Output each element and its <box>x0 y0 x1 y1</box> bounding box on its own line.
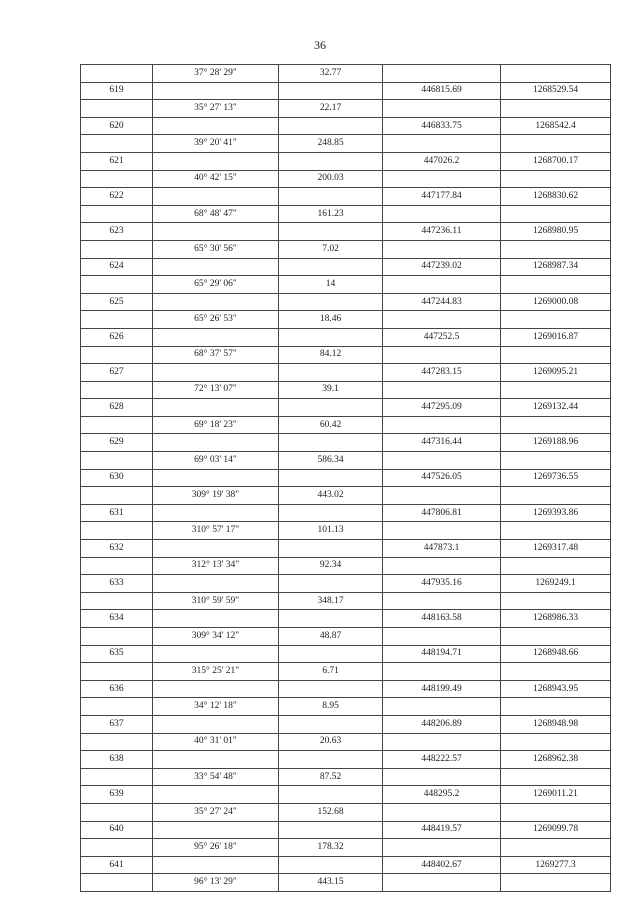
empty-cell <box>501 170 611 188</box>
empty-cell <box>383 452 501 470</box>
empty-cell <box>153 786 279 804</box>
coordinates-table <box>80 64 611 892</box>
y-coordinate-cell: 1268700.17 <box>501 152 611 170</box>
empty-cell <box>501 803 611 821</box>
empty-cell <box>279 469 383 487</box>
point-row <box>81 82 611 100</box>
point-row <box>81 504 611 522</box>
empty-cell <box>501 276 611 294</box>
segment-row <box>81 874 611 892</box>
x-coordinate-cell: 447806.81 <box>383 504 501 522</box>
point-id-cell: 626 <box>81 328 153 346</box>
direction-angle-cell: 68° 37' 57" <box>153 346 279 364</box>
segment-row <box>81 698 611 716</box>
empty-cell <box>501 628 611 646</box>
distance-cell: 161.23 <box>279 205 383 223</box>
segment-row <box>81 205 611 223</box>
empty-cell <box>279 188 383 206</box>
y-coordinate-cell: 1269317.48 <box>501 540 611 558</box>
empty-cell <box>383 381 501 399</box>
direction-angle-cell: 309° 19' 38" <box>153 487 279 505</box>
empty-cell <box>279 856 383 874</box>
segment-row <box>81 346 611 364</box>
empty-cell <box>279 258 383 276</box>
empty-cell <box>81 487 153 505</box>
empty-cell <box>153 715 279 733</box>
direction-angle-cell: 315° 25' 21" <box>153 663 279 681</box>
segment-row <box>81 416 611 434</box>
empty-cell <box>81 557 153 575</box>
empty-cell <box>279 434 383 452</box>
segment-row <box>81 592 611 610</box>
direction-angle-cell: 65° 30' 56" <box>153 240 279 258</box>
coordinates-table-body <box>81 65 611 892</box>
y-coordinate-cell: 1268962.38 <box>501 751 611 769</box>
segment-row <box>81 768 611 786</box>
empty-cell <box>383 733 501 751</box>
empty-cell <box>153 821 279 839</box>
point-row <box>81 610 611 628</box>
point-id-cell: 627 <box>81 364 153 382</box>
distance-cell: 20.63 <box>279 733 383 751</box>
x-coordinate-cell: 448199.49 <box>383 680 501 698</box>
x-coordinate-cell: 447873.1 <box>383 540 501 558</box>
point-id-cell: 629 <box>81 434 153 452</box>
empty-cell <box>81 170 153 188</box>
empty-cell <box>81 768 153 786</box>
point-id-cell: 641 <box>81 856 153 874</box>
segment-row <box>81 240 611 258</box>
empty-cell <box>383 65 501 83</box>
distance-cell: 7.02 <box>279 240 383 258</box>
empty-cell <box>153 645 279 663</box>
segment-row <box>81 522 611 540</box>
empty-cell <box>81 276 153 294</box>
y-coordinate-cell: 1268987.34 <box>501 258 611 276</box>
distance-cell: 22.17 <box>279 100 383 118</box>
point-id-cell: 621 <box>81 152 153 170</box>
distance-cell: 18.46 <box>279 311 383 329</box>
distance-cell: 48.87 <box>279 628 383 646</box>
direction-angle-cell: 68° 48' 47" <box>153 205 279 223</box>
point-row <box>81 293 611 311</box>
empty-cell <box>279 610 383 628</box>
distance-cell: 101.13 <box>279 522 383 540</box>
point-row <box>81 328 611 346</box>
y-coordinate-cell: 1269095.21 <box>501 364 611 382</box>
empty-cell <box>153 751 279 769</box>
y-coordinate-cell: 1269277.3 <box>501 856 611 874</box>
empty-cell <box>383 205 501 223</box>
empty-cell <box>153 399 279 417</box>
point-row <box>81 364 611 382</box>
point-row <box>81 188 611 206</box>
y-coordinate-cell: 1268948.98 <box>501 715 611 733</box>
point-row <box>81 645 611 663</box>
empty-cell <box>501 135 611 153</box>
empty-cell <box>501 733 611 751</box>
point-row <box>81 575 611 593</box>
segment-row <box>81 452 611 470</box>
distance-cell: 200.03 <box>279 170 383 188</box>
x-coordinate-cell: 448295.2 <box>383 786 501 804</box>
segment-row <box>81 557 611 575</box>
empty-cell <box>383 240 501 258</box>
segment-row <box>81 100 611 118</box>
point-row <box>81 540 611 558</box>
direction-angle-cell: 95° 26' 18" <box>153 839 279 857</box>
empty-cell <box>153 328 279 346</box>
segment-row <box>81 803 611 821</box>
x-coordinate-cell: 447935.16 <box>383 575 501 593</box>
empty-cell <box>81 452 153 470</box>
empty-cell <box>81 628 153 646</box>
distance-cell: 84.12 <box>279 346 383 364</box>
empty-cell <box>279 117 383 135</box>
x-coordinate-cell: 447244.83 <box>383 293 501 311</box>
segment-row <box>81 839 611 857</box>
empty-cell <box>81 100 153 118</box>
point-id-cell: 630 <box>81 469 153 487</box>
empty-cell <box>153 188 279 206</box>
x-coordinate-cell: 448402.67 <box>383 856 501 874</box>
x-coordinate-cell: 447526.05 <box>383 469 501 487</box>
direction-angle-cell: 65° 29' 06" <box>153 276 279 294</box>
y-coordinate-cell: 1269188.96 <box>501 434 611 452</box>
empty-cell <box>279 82 383 100</box>
empty-cell <box>81 663 153 681</box>
empty-cell <box>383 768 501 786</box>
direction-angle-cell: 309° 34' 12" <box>153 628 279 646</box>
y-coordinate-cell: 1268529.54 <box>501 82 611 100</box>
empty-cell <box>501 874 611 892</box>
y-coordinate-cell: 1268830.62 <box>501 188 611 206</box>
segment-row <box>81 487 611 505</box>
point-id-cell: 633 <box>81 575 153 593</box>
point-id-cell: 632 <box>81 540 153 558</box>
empty-cell <box>279 328 383 346</box>
direction-angle-cell: 96° 13' 29" <box>153 874 279 892</box>
x-coordinate-cell: 447283.15 <box>383 364 501 382</box>
point-id-cell: 637 <box>81 715 153 733</box>
empty-cell <box>383 276 501 294</box>
empty-cell <box>383 839 501 857</box>
segment-row <box>81 381 611 399</box>
y-coordinate-cell: 1269016.87 <box>501 328 611 346</box>
y-coordinate-cell: 1268980.95 <box>501 223 611 241</box>
distance-cell: 32.77 <box>279 65 383 83</box>
segment-row <box>81 65 611 83</box>
empty-cell <box>81 240 153 258</box>
point-id-cell: 638 <box>81 751 153 769</box>
empty-cell <box>81 135 153 153</box>
y-coordinate-cell: 1268542.4 <box>501 117 611 135</box>
direction-angle-cell: 69° 18' 23" <box>153 416 279 434</box>
segment-row <box>81 733 611 751</box>
empty-cell <box>279 715 383 733</box>
point-row <box>81 258 611 276</box>
empty-cell <box>153 364 279 382</box>
segment-row <box>81 663 611 681</box>
direction-angle-cell: 312° 13' 34" <box>153 557 279 575</box>
empty-cell <box>501 663 611 681</box>
empty-cell <box>279 364 383 382</box>
empty-cell <box>153 540 279 558</box>
direction-angle-cell: 69° 03' 14" <box>153 452 279 470</box>
empty-cell <box>501 205 611 223</box>
distance-cell: 586.34 <box>279 452 383 470</box>
point-row <box>81 821 611 839</box>
point-id-cell: 622 <box>81 188 153 206</box>
y-coordinate-cell: 1268948.66 <box>501 645 611 663</box>
empty-cell <box>501 416 611 434</box>
empty-cell <box>153 856 279 874</box>
empty-cell <box>279 223 383 241</box>
point-id-cell: 620 <box>81 117 153 135</box>
direction-angle-cell: 40° 42' 15" <box>153 170 279 188</box>
empty-cell <box>383 628 501 646</box>
x-coordinate-cell: 448419.57 <box>383 821 501 839</box>
distance-cell: 14 <box>279 276 383 294</box>
empty-cell <box>81 311 153 329</box>
distance-cell: 87.52 <box>279 768 383 786</box>
empty-cell <box>153 680 279 698</box>
x-coordinate-cell: 447236.11 <box>383 223 501 241</box>
point-row <box>81 856 611 874</box>
empty-cell <box>279 680 383 698</box>
direction-angle-cell: 37° 28' 29" <box>153 65 279 83</box>
distance-cell: 248.85 <box>279 135 383 153</box>
distance-cell: 60.42 <box>279 416 383 434</box>
empty-cell <box>153 117 279 135</box>
direction-angle-cell: 35° 27' 13" <box>153 100 279 118</box>
empty-cell <box>501 381 611 399</box>
empty-cell <box>81 346 153 364</box>
empty-cell <box>279 786 383 804</box>
point-row <box>81 715 611 733</box>
point-row <box>81 117 611 135</box>
point-id-cell: 640 <box>81 821 153 839</box>
empty-cell <box>279 399 383 417</box>
point-row <box>81 223 611 241</box>
point-row <box>81 680 611 698</box>
x-coordinate-cell: 447252.5 <box>383 328 501 346</box>
point-row <box>81 469 611 487</box>
point-row <box>81 152 611 170</box>
x-coordinate-cell: 448194.71 <box>383 645 501 663</box>
coordinates-table-container <box>80 64 610 888</box>
empty-cell <box>153 434 279 452</box>
empty-cell <box>501 698 611 716</box>
empty-cell <box>501 240 611 258</box>
x-coordinate-cell: 448206.89 <box>383 715 501 733</box>
empty-cell <box>383 416 501 434</box>
empty-cell <box>501 839 611 857</box>
empty-cell <box>501 768 611 786</box>
segment-row <box>81 276 611 294</box>
y-coordinate-cell: 1269132.44 <box>501 399 611 417</box>
empty-cell <box>153 504 279 522</box>
point-id-cell: 628 <box>81 399 153 417</box>
distance-cell: 152.68 <box>279 803 383 821</box>
empty-cell <box>153 152 279 170</box>
direction-angle-cell: 34° 12' 18" <box>153 698 279 716</box>
empty-cell <box>501 592 611 610</box>
empty-cell <box>501 522 611 540</box>
empty-cell <box>153 469 279 487</box>
empty-cell <box>501 452 611 470</box>
segment-row <box>81 135 611 153</box>
distance-cell: 39.1 <box>279 381 383 399</box>
empty-cell <box>383 170 501 188</box>
distance-cell: 92.34 <box>279 557 383 575</box>
empty-cell <box>279 152 383 170</box>
empty-cell <box>279 575 383 593</box>
empty-cell <box>153 293 279 311</box>
y-coordinate-cell: 1269099.78 <box>501 821 611 839</box>
segment-row <box>81 628 611 646</box>
x-coordinate-cell: 448163.58 <box>383 610 501 628</box>
point-row <box>81 786 611 804</box>
distance-cell: 178.32 <box>279 839 383 857</box>
point-id-cell: 624 <box>81 258 153 276</box>
direction-angle-cell: 35° 27' 24" <box>153 803 279 821</box>
distance-cell: 443.02 <box>279 487 383 505</box>
empty-cell <box>81 803 153 821</box>
empty-cell <box>383 100 501 118</box>
x-coordinate-cell: 447239.02 <box>383 258 501 276</box>
point-id-cell: 639 <box>81 786 153 804</box>
empty-cell <box>383 663 501 681</box>
distance-cell: 348.17 <box>279 592 383 610</box>
empty-cell <box>279 540 383 558</box>
point-id-cell: 619 <box>81 82 153 100</box>
empty-cell <box>279 504 383 522</box>
empty-cell <box>279 751 383 769</box>
point-row <box>81 434 611 452</box>
empty-cell <box>81 522 153 540</box>
empty-cell <box>501 311 611 329</box>
segment-row <box>81 311 611 329</box>
empty-cell <box>81 733 153 751</box>
empty-cell <box>501 100 611 118</box>
distance-cell: 6.71 <box>279 663 383 681</box>
empty-cell <box>153 82 279 100</box>
empty-cell <box>383 346 501 364</box>
point-id-cell: 625 <box>81 293 153 311</box>
y-coordinate-cell: 1269011.21 <box>501 786 611 804</box>
empty-cell <box>383 311 501 329</box>
empty-cell <box>81 839 153 857</box>
direction-angle-cell: 40° 31' 01" <box>153 733 279 751</box>
empty-cell <box>81 205 153 223</box>
empty-cell <box>383 557 501 575</box>
x-coordinate-cell: 447295.09 <box>383 399 501 417</box>
empty-cell <box>501 557 611 575</box>
empty-cell <box>81 874 153 892</box>
empty-cell <box>383 135 501 153</box>
empty-cell <box>383 522 501 540</box>
direction-angle-cell: 33° 54' 48" <box>153 768 279 786</box>
empty-cell <box>153 575 279 593</box>
empty-cell <box>383 874 501 892</box>
point-id-cell: 635 <box>81 645 153 663</box>
point-id-cell: 634 <box>81 610 153 628</box>
empty-cell <box>153 258 279 276</box>
y-coordinate-cell: 1268986.33 <box>501 610 611 628</box>
empty-cell <box>279 293 383 311</box>
direction-angle-cell: 65° 26' 53" <box>153 311 279 329</box>
empty-cell <box>501 346 611 364</box>
x-coordinate-cell: 446833.75 <box>383 117 501 135</box>
empty-cell <box>501 65 611 83</box>
y-coordinate-cell: 1269736.55 <box>501 469 611 487</box>
empty-cell <box>383 803 501 821</box>
distance-cell: 8.95 <box>279 698 383 716</box>
x-coordinate-cell: 447026.2 <box>383 152 501 170</box>
empty-cell <box>81 65 153 83</box>
empty-cell <box>81 592 153 610</box>
empty-cell <box>81 416 153 434</box>
y-coordinate-cell: 1268943.95 <box>501 680 611 698</box>
empty-cell <box>153 610 279 628</box>
x-coordinate-cell: 448222.57 <box>383 751 501 769</box>
segment-row <box>81 170 611 188</box>
point-id-cell: 636 <box>81 680 153 698</box>
empty-cell <box>81 698 153 716</box>
distance-cell: 443.15 <box>279 874 383 892</box>
point-id-cell: 623 <box>81 223 153 241</box>
empty-cell <box>501 487 611 505</box>
y-coordinate-cell: 1269249.1 <box>501 575 611 593</box>
empty-cell <box>279 821 383 839</box>
empty-cell <box>383 592 501 610</box>
point-row <box>81 399 611 417</box>
x-coordinate-cell: 446815.69 <box>383 82 501 100</box>
page-number: 36 <box>314 38 326 52</box>
y-coordinate-cell: 1269000.08 <box>501 293 611 311</box>
y-coordinate-cell: 1269393.86 <box>501 504 611 522</box>
direction-angle-cell: 310° 57' 17" <box>153 522 279 540</box>
empty-cell <box>81 381 153 399</box>
x-coordinate-cell: 447177.84 <box>383 188 501 206</box>
empty-cell <box>383 698 501 716</box>
direction-angle-cell: 310° 59' 59" <box>153 592 279 610</box>
empty-cell <box>279 645 383 663</box>
point-row <box>81 751 611 769</box>
empty-cell <box>153 223 279 241</box>
direction-angle-cell: 72° 13' 07" <box>153 381 279 399</box>
direction-angle-cell: 39° 20' 41" <box>153 135 279 153</box>
empty-cell <box>383 487 501 505</box>
point-id-cell: 631 <box>81 504 153 522</box>
x-coordinate-cell: 447316.44 <box>383 434 501 452</box>
